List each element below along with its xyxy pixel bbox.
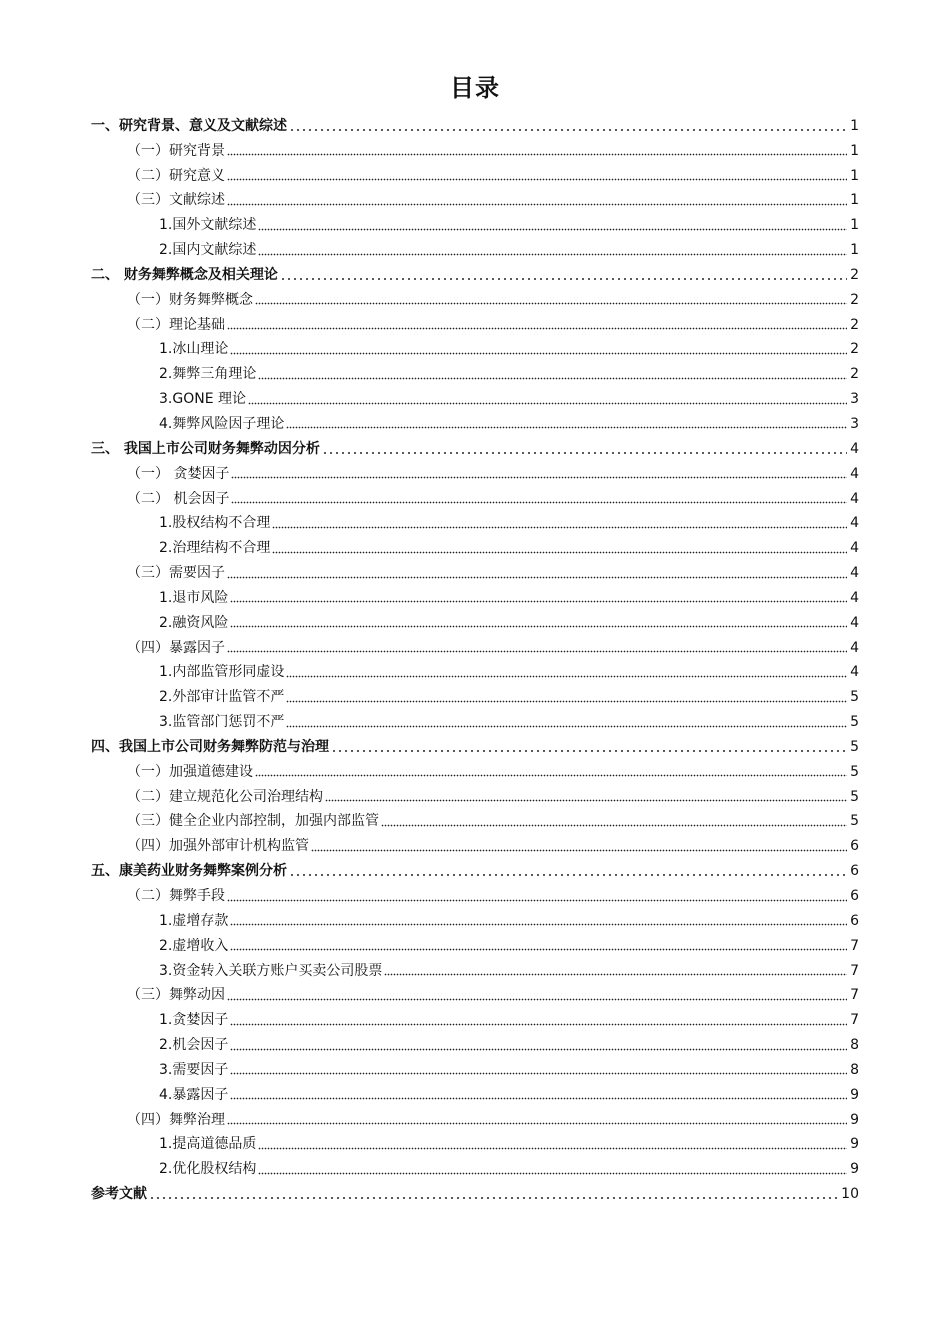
- toc-entry-text: （二）理论基础: [127, 316, 225, 333]
- toc-dot-leader: [289, 128, 847, 132]
- toc-entry-text: （四）暴露因子: [127, 639, 225, 656]
- toc-list: [91, 111, 859, 1204]
- toc-entry-level-2[interactable]: [91, 981, 859, 1006]
- toc-dot-leader: [227, 1122, 847, 1126]
- toc-entry-text: （四）舞弊治理: [127, 1111, 225, 1128]
- toc-page-number: 7: [850, 937, 859, 954]
- toc-entry-text: 2.外部审计监管不严: [159, 689, 285, 706]
- toc-entry-text: 三、 我国上市公司财务舞弊动因分析: [91, 440, 320, 457]
- toc-entry-level-3[interactable]: [91, 608, 859, 633]
- toc-page-number: 9: [850, 1161, 859, 1178]
- toc-entry-text: 二、 财务舞弊概念及相关理论: [91, 266, 278, 283]
- toc-dot-leader: [149, 1196, 839, 1200]
- toc-entry-level-3[interactable]: [91, 533, 859, 558]
- toc-dot-leader: [227, 202, 847, 206]
- toc-page-number: 9: [850, 1136, 859, 1153]
- toc-page-number: 6: [850, 863, 859, 880]
- toc-entry-text: 2.优化股权结构: [159, 1161, 257, 1178]
- toc-entry-text: 1.内部监管形同虚设: [159, 664, 285, 681]
- toc-entry-level-3[interactable]: [91, 384, 859, 409]
- toc-dot-leader: [381, 823, 847, 827]
- toc-entry-level-1[interactable]: [91, 1179, 859, 1204]
- toc-entry-level-3[interactable]: [91, 931, 859, 956]
- toc-dot-leader: [230, 351, 847, 355]
- toc-page-number: 2: [850, 341, 859, 358]
- toc-page-number: 4: [850, 515, 859, 532]
- toc-entry-level-3[interactable]: [91, 409, 859, 434]
- toc-entry-text: 1.退市风险: [159, 589, 229, 606]
- toc-entry-level-3[interactable]: [91, 210, 859, 235]
- toc-entry-level-3[interactable]: [91, 1154, 859, 1179]
- toc-entry-text: （四）加强外部审计机构监管: [127, 838, 309, 855]
- toc-entry-text: 3.GONE 理论: [159, 391, 246, 408]
- toc-dot-leader: [258, 1171, 847, 1175]
- toc-dot-leader: [258, 1146, 847, 1150]
- toc-entry-text: （二）建立规范化公司治理结构: [127, 788, 323, 805]
- toc-page-number: 5: [850, 738, 859, 755]
- toc-entry-text: 1.虚增存款: [159, 912, 229, 929]
- toc-page-number: 2: [850, 366, 859, 383]
- toc-page-number: 7: [850, 987, 859, 1004]
- toc-entry-level-2[interactable]: [91, 782, 859, 807]
- toc-page-number: 4: [850, 614, 859, 631]
- toc-entry-level-2[interactable]: [91, 633, 859, 658]
- toc-dot-leader: [258, 227, 847, 231]
- toc-entry-level-1[interactable]: [91, 856, 859, 881]
- toc-entry-text: 1.贪婪因子: [159, 1012, 229, 1029]
- toc-entry-text: （二）舞弊手段: [127, 888, 225, 904]
- toc-page-number: 5: [850, 813, 859, 830]
- toc-page-number: 1: [850, 242, 859, 259]
- toc-entry-level-3[interactable]: [91, 235, 859, 260]
- toc-dot-leader: [255, 302, 847, 306]
- toc-page-number: 8: [850, 1037, 859, 1054]
- toc-entry-level-2[interactable]: [91, 459, 859, 484]
- toc-dot-leader: [230, 600, 847, 604]
- toc-entry-text: 1.提高道德品质: [159, 1136, 257, 1153]
- toc-entry-text: （三）舞弊动因: [127, 987, 225, 1004]
- toc-entry-text: 2.虚增收入: [159, 937, 229, 954]
- toc-entry-text: 2.治理结构不合理: [159, 540, 271, 557]
- toc-entry-level-3[interactable]: [91, 1130, 859, 1155]
- toc-dot-leader: [230, 923, 847, 927]
- toc-dot-leader: [384, 973, 847, 977]
- toc-title: 目录: [450, 74, 500, 102]
- toc-page-number: 4: [850, 589, 859, 606]
- toc-page-number: 5: [850, 689, 859, 706]
- toc-dot-leader: [231, 501, 847, 505]
- toc-page-number: 1: [850, 142, 859, 159]
- toc-page-number: 1: [850, 217, 859, 234]
- toc-dot-leader: [230, 625, 847, 629]
- toc-page-number: 4: [850, 440, 859, 457]
- toc-entry-level-3[interactable]: [91, 359, 859, 384]
- toc-page-number: 7: [850, 1012, 859, 1029]
- toc-entry-text: 参考文献: [91, 1186, 147, 1203]
- toc-dot-leader: [286, 699, 847, 703]
- toc-page-number: 6: [850, 912, 859, 929]
- toc-entry-text: 一、研究背景、意义及文献综述: [91, 117, 287, 134]
- toc-page-number: 4: [850, 664, 859, 681]
- toc-dot-leader: [227, 327, 847, 331]
- toc-entry-level-3[interactable]: [91, 1030, 859, 1055]
- toc-entry-level-3[interactable]: [91, 509, 859, 534]
- toc-dot-leader: [286, 724, 847, 728]
- toc-dot-leader: [248, 401, 847, 405]
- toc-dot-leader: [258, 376, 847, 380]
- toc-dot-leader: [286, 426, 847, 430]
- toc-entry-level-3[interactable]: [91, 1055, 859, 1080]
- toc-entry-text: 4.舞弊风险因子理论: [159, 415, 285, 432]
- toc-entry-text: 1.冰山理论: [159, 341, 229, 358]
- toc-dot-leader: [331, 749, 847, 753]
- toc-entry-level-3[interactable]: [91, 583, 859, 608]
- toc-entry-level-3[interactable]: [91, 906, 859, 931]
- toc-entry-level-3[interactable]: [91, 707, 859, 732]
- toc-page-number: 4: [850, 490, 859, 507]
- toc-entry-level-2[interactable]: [91, 558, 859, 583]
- toc-dot-leader: [227, 650, 847, 654]
- toc-entry-text: 2.机会因子: [159, 1037, 229, 1054]
- toc-dot-leader: [255, 774, 847, 778]
- toc-entry-level-2[interactable]: [91, 161, 859, 186]
- toc-entry-level-1[interactable]: [91, 434, 859, 459]
- toc-page-number: 6: [850, 838, 859, 855]
- toc-entry-level-2[interactable]: [91, 807, 859, 832]
- toc-entry-text: （一）研究背景: [127, 142, 225, 159]
- toc-page-number: 5: [850, 788, 859, 805]
- toc-entry-text: （一）加强道德建设: [127, 763, 253, 780]
- toc-entry-level-2[interactable]: [91, 136, 859, 161]
- toc-page-number: 9: [850, 1111, 859, 1128]
- toc-entry-text: 3.资金转入关联方账户买卖公司股票: [159, 962, 383, 979]
- toc-page-number: 1: [850, 167, 859, 184]
- toc-entry-level-3[interactable]: [91, 682, 859, 707]
- toc-entry-level-2[interactable]: [91, 1105, 859, 1130]
- toc-entry-text: （二） 机会因子: [127, 490, 230, 507]
- toc-entry-text: （一） 贪婪因子: [127, 465, 230, 482]
- toc-page-number: 5: [850, 763, 859, 780]
- toc-entry-level-1[interactable]: [91, 260, 859, 285]
- toc-dot-leader: [322, 451, 847, 455]
- toc-entry-text: 2.融资风险: [159, 614, 229, 631]
- toc-page-number: 3: [850, 415, 859, 432]
- toc-entry-text: 2.国内文献综述: [159, 242, 257, 259]
- toc-dot-leader: [230, 1072, 847, 1076]
- toc-entry-level-2[interactable]: [91, 831, 859, 856]
- toc-page-number: 4: [850, 540, 859, 557]
- toc-entry-text: 2.舞弊三角理论: [159, 366, 257, 383]
- toc-dot-leader: [227, 898, 847, 902]
- toc-page-number: 5: [850, 714, 859, 731]
- toc-page-number: 1: [850, 117, 859, 134]
- toc-page-number: 1: [850, 192, 859, 209]
- toc-entry-text: （三）文献综述: [127, 192, 225, 209]
- toc-entry-level-1[interactable]: [91, 111, 859, 136]
- toc-entry-text: （二）研究意义: [127, 167, 225, 184]
- toc-dot-leader: [272, 550, 847, 554]
- toc-entry-text: （三）健全企业内部控制，加强内部监管: [127, 813, 379, 830]
- toc-entry-text: 3.监管部门惩罚不严: [159, 714, 285, 731]
- toc-dot-leader: [230, 1097, 847, 1101]
- toc-entry-level-3[interactable]: [91, 956, 859, 981]
- toc-dot-leader: [289, 873, 847, 877]
- toc-page-number: 7: [850, 962, 859, 979]
- toc-dot-leader: [227, 153, 847, 157]
- toc-page-number: 2: [850, 266, 859, 283]
- toc-entry-level-3[interactable]: [91, 1080, 859, 1105]
- toc-entry-level-2[interactable]: [91, 285, 859, 310]
- toc-dot-leader: [272, 525, 847, 529]
- toc-dot-leader: [325, 799, 847, 803]
- toc-entry-text: 五、康美药业财务舞弊案例分析: [91, 863, 287, 880]
- toc-dot-leader: [230, 1047, 847, 1051]
- toc-entry-text: 1.股权结构不合理: [159, 515, 271, 532]
- toc-page-number: 4: [850, 565, 859, 582]
- toc-dot-leader: [230, 948, 847, 952]
- toc-entry-text: （三）需要因子: [127, 565, 225, 582]
- toc-entry-level-2[interactable]: [91, 881, 859, 906]
- toc-entry-level-1[interactable]: [91, 732, 859, 757]
- toc-page-number: 2: [850, 291, 859, 308]
- toc-page-number: 3: [850, 391, 859, 408]
- toc-page-number: 4: [850, 465, 859, 482]
- toc-page-number: 8: [850, 1061, 859, 1078]
- toc-page-number: 2: [850, 316, 859, 333]
- toc-page-number: 10: [841, 1186, 859, 1203]
- toc-page-number: 6: [850, 888, 859, 904]
- toc-entry-text: 1.国外文献综述: [159, 217, 257, 234]
- toc-entry-level-2[interactable]: [91, 310, 859, 335]
- toc-dot-leader: [311, 848, 847, 852]
- toc-page-number: 4: [850, 639, 859, 656]
- toc-entry-level-3[interactable]: [91, 1005, 859, 1030]
- toc-entry-text: 4.暴露因子: [159, 1086, 229, 1103]
- toc-entry-text: （一）财务舞弊概念: [127, 291, 253, 308]
- toc-page-number: 9: [850, 1086, 859, 1103]
- toc-entry-level-3[interactable]: [91, 658, 859, 683]
- toc-entry-text: 3.需要因子: [159, 1061, 229, 1078]
- toc-dot-leader: [227, 575, 847, 579]
- toc-dot-leader: [280, 277, 847, 281]
- toc-entry-level-2[interactable]: [91, 484, 859, 509]
- toc-entry-level-3[interactable]: [91, 335, 859, 360]
- toc-entry-text: 四、我国上市公司财务舞弊防范与治理: [91, 738, 329, 755]
- toc-dot-leader: [286, 674, 847, 678]
- toc-dot-leader: [258, 252, 847, 256]
- toc-entry-level-2[interactable]: [91, 186, 859, 211]
- toc-dot-leader: [230, 1022, 847, 1026]
- toc-dot-leader: [231, 476, 847, 480]
- toc-dot-leader: [227, 997, 847, 1001]
- toc-dot-leader: [227, 178, 847, 182]
- toc-entry-level-2[interactable]: [91, 757, 859, 782]
